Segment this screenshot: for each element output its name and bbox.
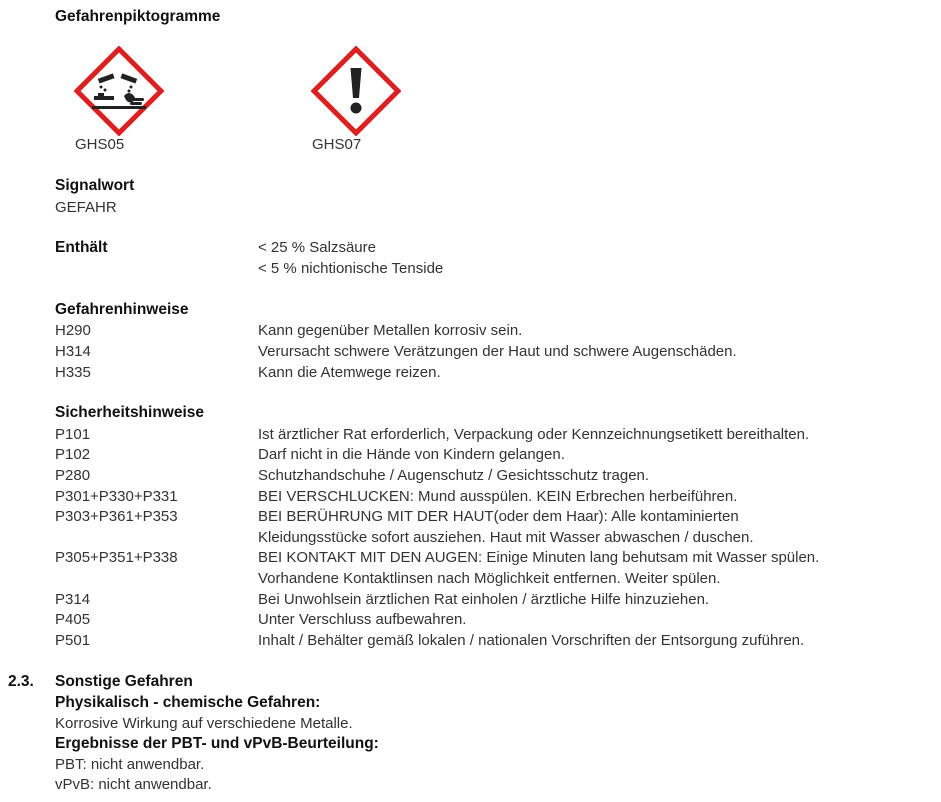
- precaution-code: P102: [55, 446, 91, 463]
- contains-item: < 5 % nichtionische Tenside: [258, 260, 444, 277]
- precaution-code: P280: [55, 467, 91, 484]
- precaution-code: P501: [55, 632, 91, 649]
- precaution-text: Inhalt / Behälter gemäß lokalen / nationalen Vorschriften der Entsorgung zuführen.: [258, 632, 805, 649]
- corrosion-pictogram-icon: [74, 46, 164, 141]
- precaution-text: BEI KONTAKT MIT DEN AUGEN: Einige Minuten lang behutsam mit Wasser spülen.: [258, 549, 820, 566]
- precaution-code: P305+P351+P338: [55, 549, 178, 566]
- precaution-code: P101: [55, 426, 91, 443]
- pictogram-code-ghs07: GHS07: [312, 136, 362, 153]
- hazard-code: H335: [55, 364, 91, 381]
- hazard-text: Verursacht schwere Verätzungen der Haut und schwere Augenschäden.: [258, 343, 737, 360]
- precaution-text-continued: Vorhandene Kontaktlinsen nach Möglichkeit entfernen. Weiter spülen.: [258, 570, 721, 587]
- hazard-code: H314: [55, 343, 91, 360]
- pictograms-heading: Gefahrenpiktogramme: [55, 8, 221, 25]
- precaution-text: Ist ärztlicher Rat erforderlich, Verpackung oder Kennzeichnungsetikett bereithalten.: [258, 426, 810, 443]
- pbt-assessment-heading: Ergebnisse der PBT- und vPvB-Beurteilung:: [55, 735, 379, 752]
- physchem-hazards-text: Korrosive Wirkung auf verschiedene Metalle.: [55, 715, 353, 732]
- precaution-text: Unter Verschluss aufbewahren.: [258, 611, 467, 628]
- contains-item: < 25 % Salzsäure: [258, 239, 376, 256]
- precaution-text: Darf nicht in die Hände von Kindern gelangen.: [258, 446, 565, 463]
- precaution-code: P303+P361+P353: [55, 508, 178, 525]
- precaution-text: Schutzhandschuhe / Augenschutz / Gesichtsschutz tragen.: [258, 467, 650, 484]
- hazard-code: H290: [55, 322, 91, 339]
- physchem-hazards-heading: Physikalisch - chemische Gefahren:: [55, 694, 321, 711]
- hazard-text: Kann gegenüber Metallen korrosiv sein.: [258, 322, 523, 339]
- pictogram-code-ghs05: GHS05: [75, 136, 125, 153]
- precaution-text: BEI VERSCHLUCKEN: Mund ausspülen. KEIN Erbrechen herbeiführen.: [258, 488, 738, 505]
- precaution-code: P301+P330+P331: [55, 488, 178, 505]
- hazard-statements-heading: Gefahrenhinweise: [55, 301, 189, 318]
- hazard-text: Kann die Atemwege reizen.: [258, 364, 441, 381]
- signal-word-value: GEFAHR: [55, 199, 117, 216]
- precaution-code: P405: [55, 611, 91, 628]
- pbt-result: PBT: nicht anwendbar.: [55, 756, 205, 773]
- other-hazards-heading: Sonstige Gefahren: [55, 673, 193, 690]
- precaution-text: BEI BERÜHRUNG MIT DER HAUT(oder dem Haar): Alle kontaminierten: [258, 508, 739, 525]
- precaution-text: Bei Unwohlsein ärztlichen Rat einholen / ärztliche Hilfe hinzuziehen.: [258, 591, 710, 608]
- precaution-text-continued: Kleidungsstücke sofort ausziehen. Haut mit Wasser abwaschen / duschen.: [258, 529, 754, 546]
- precaution-code: P314: [55, 591, 91, 608]
- contains-heading: Enthält: [55, 239, 108, 256]
- section-number: 2.3.: [8, 673, 34, 690]
- exclamation-mark-pictogram-icon: [311, 46, 401, 141]
- signal-word-heading: Signalwort: [55, 177, 135, 194]
- vpvb-result: vPvB: nicht anwendbar.: [55, 776, 212, 793]
- precautionary-statements-heading: Sicherheitshinweise: [55, 404, 205, 421]
